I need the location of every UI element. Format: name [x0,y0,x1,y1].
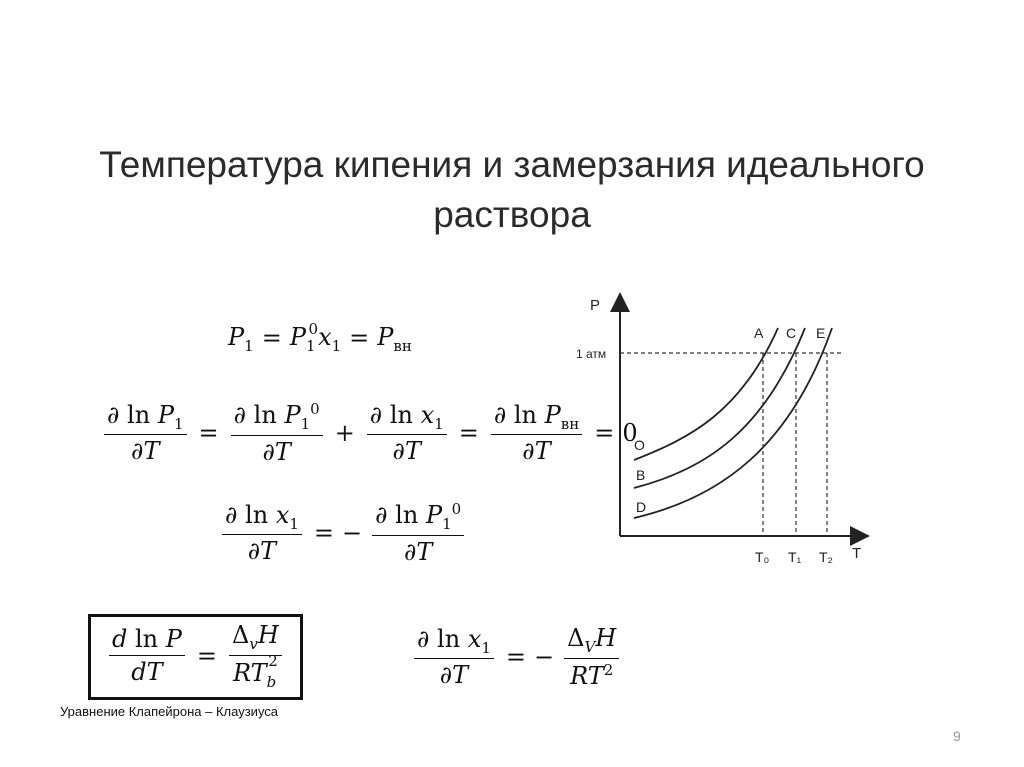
label-a: A [754,325,764,341]
tick-t1: T₁ [788,549,802,565]
x-axis-label: T [852,545,862,562]
tick-t2: T₂ [819,549,833,565]
title-line-2: раствора [433,194,591,235]
formula-x-clapeyron: $\frac{\partial \ln x_1}{\partial T}$ = − $\frac{\Delta_VH}{RT^2}$ [410,624,623,690]
curve-oa [634,328,778,460]
curve-bc [634,328,805,488]
curve-de [634,328,832,518]
label-o: O [634,437,645,453]
title-line-1: Температура кипения и замерзания идеального [99,144,925,185]
label-d: D [636,499,647,515]
label-e: E [816,325,826,341]
pressure-line-label: 1 атм [576,347,607,361]
label-b: B [636,467,646,483]
formula-derivative-sum: $\frac{\partial \ln P_1}{\partial T}$ = $\frac{\partial \ln P_1^0}{\partial T}$ + $\frac{\partial \ln x_1}{\partial T}$ = $\frac{\partial \ln P_{вн}}{\partial T}$ = 0 [100,400,638,466]
vapor-pressure-diagram [560,288,880,578]
y-axis-label: P [590,297,601,314]
clapeyron-caption: Уравнение Клапейрона – Клаузиуса [60,704,279,719]
tick-t0: T₀ [755,549,770,565]
formula-raoult: $P_1$ = $P_1^0x_1$ = $P_{вн}$ [228,320,412,355]
formula-x-derivative: $\frac{\partial \ln x_1}{\partial T}$ = − $\frac{\partial \ln P_1^0}{\partial T}$ [218,500,468,566]
slide-title [60,140,964,240]
page-number: 9 [953,728,961,744]
label-c: C [786,325,797,341]
formula-clapeyron-boxed: $\frac{\text{d ln P}}{dT}$ = $\frac{\Delta_vH}{RT_b^2}$ [88,614,303,700]
